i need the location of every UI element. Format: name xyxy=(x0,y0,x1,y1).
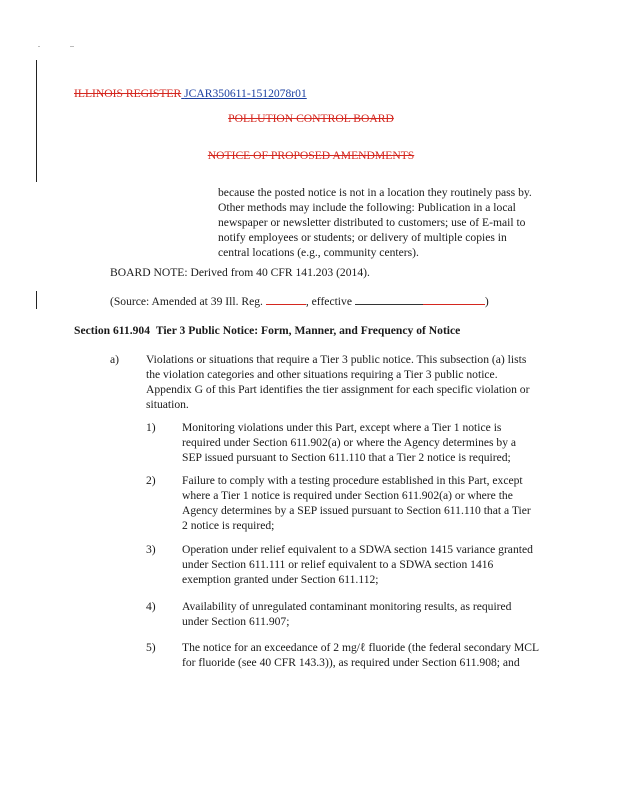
notice-title: NOTICE OF PROPOSED AMENDMENTS xyxy=(207,149,415,162)
item-label: 5) xyxy=(146,641,156,654)
source-line xyxy=(110,294,489,309)
source-blank-date-red xyxy=(423,294,485,305)
source-prefix: (Source: Amended at 39 Ill. Reg. xyxy=(110,295,266,308)
scan-speck xyxy=(70,46,74,47)
source-mid: , effective xyxy=(305,295,355,308)
item-label: 3) xyxy=(146,543,156,556)
source-blank-date xyxy=(355,294,423,305)
source-blank-reg xyxy=(266,294,306,305)
source-suffix: ) xyxy=(484,295,489,308)
item-text: Availability of unregulated contaminant monitoring results, as required under Section 611.907; xyxy=(182,600,512,628)
subsection-a-label: a) xyxy=(110,353,120,366)
subsection-a-text: Violations or situations that require a Tier 3 public notice. This subsection (a) lists the violation categories and other situations requiring a Tier 3 public notice. Appendix G of this Part identifies the tier assignment for each specific violation or situation. xyxy=(146,353,530,411)
section-heading xyxy=(74,323,460,338)
item-text: Operation under relief equivalent to a SDWA section 1415 variance granted under Section 611.111 or relief equivalent to a SDWA section 1416 exemption granted under Section 611.112; xyxy=(182,543,533,586)
register-deleted-text: ILLINOIS REGISTER xyxy=(74,87,182,100)
board-note: BOARD NOTE: Derived from 40 CFR 141.203 (2014). xyxy=(110,266,370,279)
item-text: Failure to comply with a testing procedure established in this Part, except where a Tier 1 notice is required under Section 611.902(a) or where the Agency determines by a SEP issued pursuant to Section 611.110 that a Tier 2 notice is required; xyxy=(182,474,531,532)
item-text: Monitoring violations under this Part, except where a Tier 1 notice is required under Section 611.902(a) or where the Agency determines by a SEP issued pursuant to Section 611.110 that a Tier 2 notice is required; xyxy=(182,421,517,464)
continuation-paragraph: because the posted notice is not in a location they routinely pass by. Other methods may include the following: Publication in a local newspaper or newsletter distributed to customers; use of E-mail to notify employees or students; or delivery of multiple copies in central locations (e.g., community centers). xyxy=(218,186,532,259)
board-title: POLLUTION CONTROL BOARD xyxy=(228,112,394,125)
change-bar xyxy=(36,291,37,309)
item-label: 4) xyxy=(146,600,156,613)
section-number: Section 611.904 xyxy=(74,324,151,337)
item-text: The notice for an exceedance of 2 mg/ℓ fluoride (the federal secondary MCL for fluoride (see 40 CFR 143.3)), as required under Section 611.908; and xyxy=(182,641,539,669)
item-label: 1) xyxy=(146,421,156,434)
register-inserted-text: JCAR350611-1512078r01 xyxy=(184,87,307,100)
item-label: 2) xyxy=(146,474,156,487)
section-title: Tier 3 Public Notice: Form, Manner, and Frequency of Notice xyxy=(155,324,461,337)
scan-speck xyxy=(38,46,40,47)
register-header xyxy=(74,86,307,101)
